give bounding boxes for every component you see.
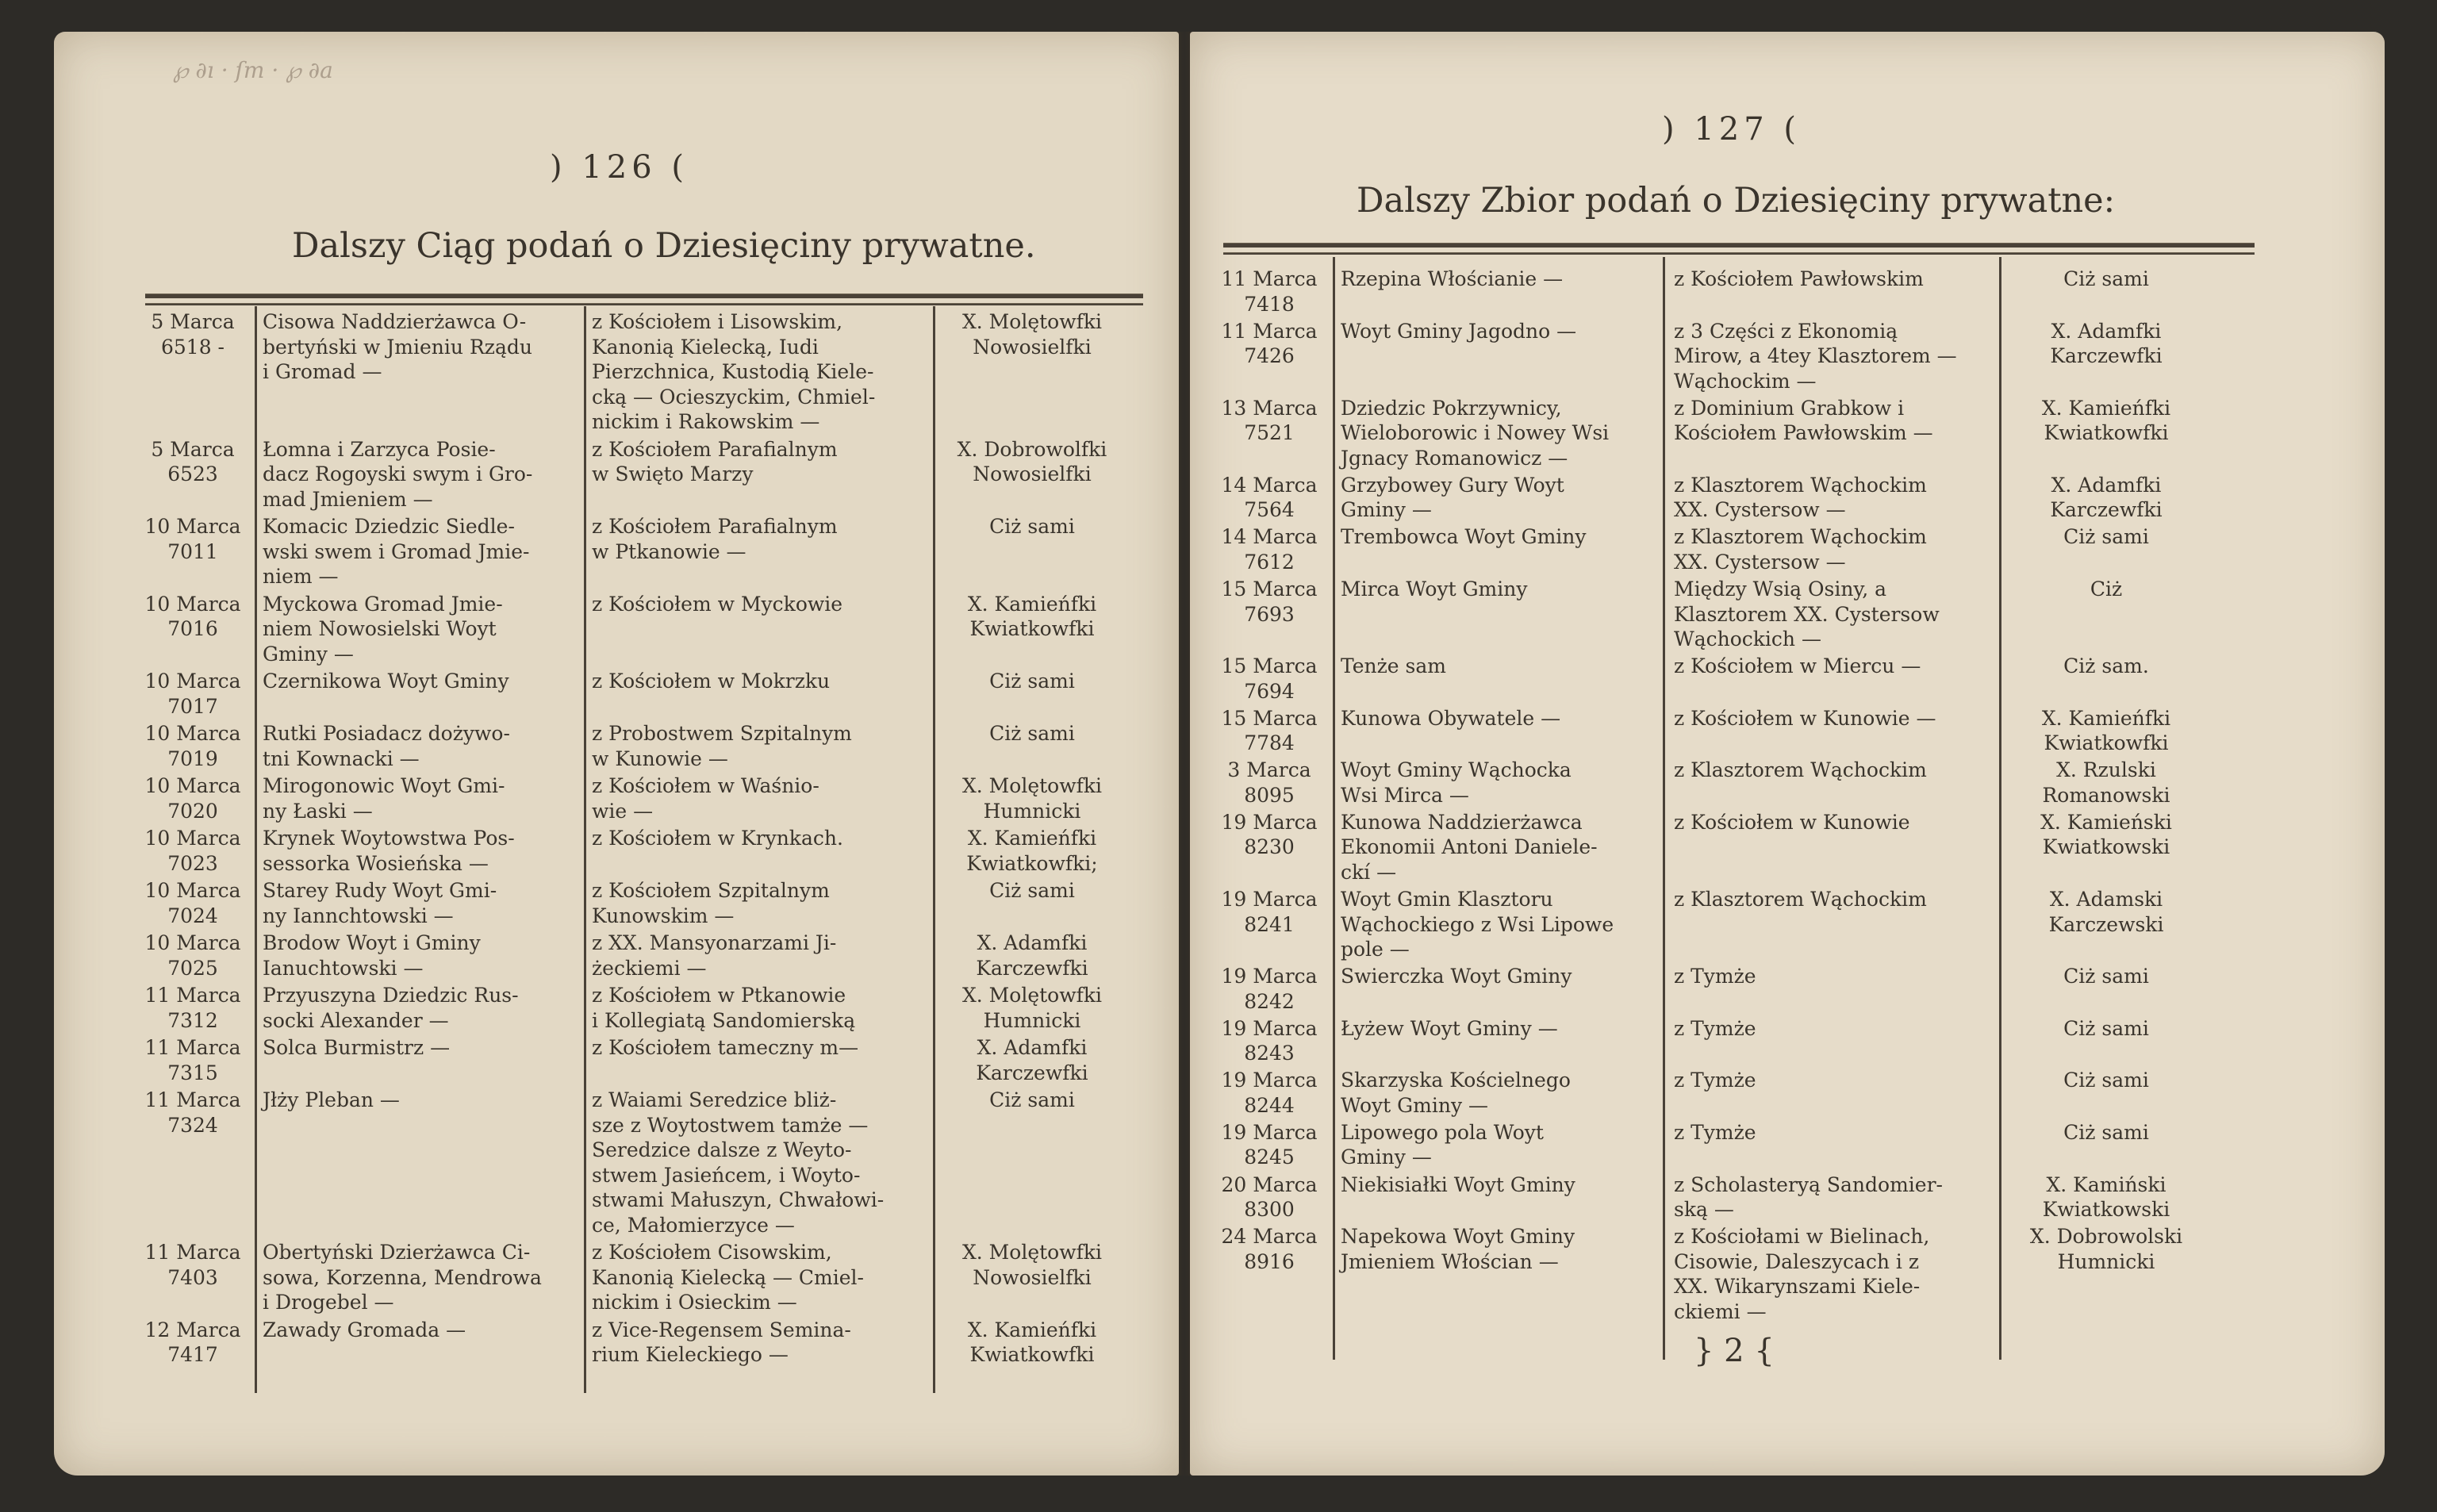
- column-rule-payer: [584, 306, 586, 1393]
- cell-recipient: z Kościołem w Miercu —: [1674, 654, 1921, 678]
- cell-recipient: z Kościołem w Mokrzku: [592, 670, 831, 693]
- cell-date: 10 Marca 7017: [144, 670, 241, 718]
- cell-payer: Woyt Gminy Jagodno —: [1341, 319, 1577, 343]
- cell-payer: Dziedzic Pokrzywnicy, Wieloborowic i Nowey Wsi Jgnacy Romanowicz —: [1341, 396, 1610, 470]
- cell-date: 5 Marca 6523: [151, 437, 235, 485]
- cell-payer: Zawady Gromada —: [263, 1318, 466, 1341]
- cell-payer: Mirogonowic Woyt Gmi- ny Łaski —: [263, 774, 505, 823]
- cell-payer: Mirca Woyt Gminy: [1341, 578, 1528, 601]
- cell-clergy: Ciż: [2090, 578, 2123, 601]
- cell-recipient: z Kościołem tameczny m—: [592, 1036, 859, 1059]
- cell-recipient: z Klasztorem Wąchockim: [1674, 888, 1927, 911]
- cell-payer: Brodow Woyt i Gminy Ianuchtowski —: [263, 931, 481, 980]
- cell-recipient: z Klasztorem Wąchockim XX. Cystersow —: [1674, 525, 1927, 574]
- cell-payer: Trembowca Woyt Gminy: [1341, 525, 1587, 549]
- handwritten-mark: ℘ ∂ı · ſm · ℘ ∂a: [173, 57, 333, 83]
- cell-recipient: z Kościołem w Ptkanowie i Kollegiatą Sandomierską: [592, 984, 856, 1032]
- cell-clergy: Ciż sami: [989, 879, 1075, 902]
- cell-clergy: X. Adamfki Karczewfki: [2050, 473, 2163, 522]
- cell-clergy: Ciż sami: [989, 515, 1075, 538]
- cell-payer: Woyt Gmin Klasztoru Wąchockiego z Wsi Lipowe pole —: [1341, 888, 1614, 961]
- cell-clergy: X. Adamfki Karczewfki: [976, 931, 1088, 980]
- cell-payer: Rzepina Włościanie —: [1341, 267, 1564, 290]
- cell-clergy: Ciż sami: [989, 670, 1075, 693]
- cell-clergy: X. Molętowfki Nowosielfki: [961, 1241, 1103, 1289]
- cell-clergy: Ciż sami: [2063, 1069, 2149, 1092]
- cell-date: 24 Marca 8916: [1221, 1225, 1318, 1273]
- cell-clergy: X. Molętowfki Nowosielfki: [961, 310, 1103, 359]
- cell-date: 10 Marca 7019: [144, 722, 241, 770]
- page-heading: Dalszy Zbior podań o Dziesięciny prywatne:: [1357, 181, 2116, 221]
- cell-clergy: X. Molętowfki Humnicki: [961, 774, 1103, 823]
- cell-recipient: z Klasztorem Wąchockim: [1674, 758, 1927, 782]
- cell-date: 15 Marca 7784: [1221, 706, 1318, 755]
- cell-recipient: z Tymże: [1674, 1016, 1756, 1040]
- cell-clergy: X. Kamieńfki Kwiatkowfki;: [966, 827, 1098, 875]
- cell-clergy: X. Kamieńfki Kwiatkowfki: [967, 1318, 1097, 1366]
- cell-clergy: X. Kamieńfki Kwiatkowfki: [967, 592, 1097, 640]
- cell-payer: Starey Rudy Woyt Gmi- ny Iannchtowski —: [263, 879, 497, 927]
- cell-date: 14 Marca 7612: [1221, 525, 1318, 574]
- left-page: [54, 32, 1179, 1476]
- cell-recipient: z Kościołem w Kunowie: [1674, 810, 1910, 834]
- cell-recipient: z Tymże: [1674, 965, 1756, 988]
- cell-clergy: X. Dobrowolski Humnicki: [2029, 1225, 2183, 1273]
- cell-recipient: z Kościołem w Krynkach.: [592, 827, 843, 850]
- cell-clergy: Ciż sami: [2063, 267, 2149, 290]
- cell-clergy: X. Adamski Karczewski: [2048, 888, 2164, 936]
- cell-clergy: Ciż sami: [989, 1088, 1075, 1111]
- cell-recipient: z Kościołem w Waśnio- wie —: [592, 774, 819, 823]
- cell-payer: Komacic Dziedzic Siedle- wski swem i Gromad Jmie- niem —: [263, 515, 530, 588]
- cell-recipient: z Kościołem Parafialnym w Ptkanowie —: [592, 515, 838, 563]
- cell-recipient: z Waiami Seredzice bliż- sze z Woytostwem tamże — Seredzice dalsze z Weyto- stwem Jasieńcem, i Woyto- stwami Małuszyn, Chwałowi- ce, Małomierzyce —: [592, 1088, 885, 1237]
- column-rule-recipient: [933, 306, 935, 1393]
- cell-payer: Lipowego pola Woyt Gminy —: [1341, 1120, 1544, 1169]
- cell-recipient: z Tymże: [1674, 1069, 1756, 1092]
- cell-payer: Przyuszyna Dziedzic Rus- socki Alexander —: [263, 984, 519, 1032]
- heading-rule-thin: [1223, 252, 2255, 255]
- cell-payer: Swierczka Woyt Gminy: [1341, 965, 1572, 988]
- heading-rule: [145, 294, 1143, 298]
- cell-recipient: z Kościołem i Lisowskim, Kanonią Kielecką, Iudi Pierzchnica, Kustodią Kiele- cką — Ocieszyckim, Chmiel- nickim i Rakowskim —: [592, 310, 876, 433]
- cell-date: 14 Marca 7564: [1221, 473, 1318, 522]
- cell-date: 11 Marca 7315: [144, 1036, 241, 1084]
- cell-date: 5 Marca 6518 -: [151, 310, 235, 359]
- column-rule-date: [255, 306, 257, 1393]
- cell-payer: Rutki Posiadacz dożywo- tni Kownacki —: [263, 722, 510, 770]
- cell-clergy: X. Kamieńfki Kwiatkowfki: [2041, 706, 2171, 755]
- cell-date: 10 Marca 7016: [144, 592, 241, 640]
- column-rule-date: [1333, 257, 1335, 1360]
- cell-clergy: X. Molętowfki Humnicki: [961, 984, 1103, 1032]
- heading-rule: [1223, 243, 2255, 248]
- cell-recipient: z Tymże: [1674, 1120, 1756, 1144]
- cell-clergy: X. Dobrowolfki Nowosielfki: [957, 437, 1107, 485]
- cell-recipient: z Probostwem Szpitalnym w Kunowie —: [592, 722, 852, 770]
- cell-clergy: X. Rzulski Romanowski: [2042, 758, 2170, 807]
- cell-date: 13 Marca 7521: [1221, 396, 1318, 445]
- cell-clergy: X. Adamfki Karczewfki: [2050, 319, 2163, 368]
- cell-payer: Obertyński Dzierżawca Ci- sowa, Korzenna, Mendrowa i Drogebel —: [263, 1241, 542, 1314]
- cell-clergy: Ciż sam.: [2063, 654, 2149, 678]
- cell-recipient: z Klasztorem Wąchockim XX. Cystersow —: [1674, 473, 1927, 522]
- cell-payer: Czernikowa Woyt Gminy: [263, 670, 509, 693]
- cell-payer: Krynek Woytowstwa Pos- sessorka Wosieńska —: [263, 827, 515, 875]
- cell-date: 11 Marca 7312: [144, 984, 241, 1032]
- cell-payer: Jłży Pleban —: [263, 1088, 400, 1111]
- cell-recipient: z Vice-Regensem Semina- rium Kieleckiego —: [592, 1318, 851, 1366]
- cell-clergy: Ciż sami: [2063, 1016, 2149, 1040]
- cell-recipient: z Kościołem Cisowskim, Kanonią Kielecką — Cmiel- nickim i Osieckim —: [592, 1241, 864, 1314]
- cell-clergy: Ciż sami: [2063, 525, 2149, 549]
- column-rule-payer: [1663, 257, 1665, 1360]
- cell-payer: Grzybowey Gury Woyt Gminy —: [1341, 473, 1564, 522]
- cell-recipient: Między Wsią Osiny, a Klasztorem XX. Cystersow Wąchockich —: [1674, 578, 1940, 650]
- cell-date: 10 Marca 7020: [144, 774, 241, 823]
- signature-mark: } 2 {: [1694, 1333, 1775, 1369]
- cell-payer: Kunowa Obywatele —: [1341, 706, 1561, 730]
- cell-date: 10 Marca 7023: [144, 827, 241, 875]
- cell-payer: Napekowa Woyt Gminy Jmieniem Włościan —: [1341, 1225, 1575, 1273]
- cell-date: 19 Marca 8242: [1221, 965, 1318, 1013]
- cell-payer: Woyt Gminy Wąchocka Wsi Mirca —: [1341, 758, 1572, 807]
- cell-payer: Łyżew Woyt Gminy —: [1341, 1016, 1558, 1040]
- cell-clergy: X. Kamieńfki Kwiatkowfki: [2041, 396, 2171, 445]
- cell-date: 11 Marca 7324: [144, 1088, 241, 1137]
- cell-clergy: X. Adamfki Karczewfki: [976, 1036, 1088, 1084]
- cell-clergy: X. Kamiński Kwiatkowski: [2042, 1172, 2170, 1221]
- cell-recipient: z Kościołem Pawłowskim: [1674, 267, 1924, 290]
- cell-payer: Myckowa Gromad Jmie- niem Nowosielski Woyt Gminy —: [263, 592, 503, 666]
- cell-recipient: z 3 Części z Ekonomią Mirow, a 4tey Klasztorem — Wąchockim —: [1674, 319, 1957, 393]
- cell-date: 19 Marca 8244: [1221, 1069, 1318, 1117]
- cell-date: 19 Marca 8245: [1221, 1120, 1318, 1169]
- cell-recipient: z Kościołami w Bielinach, Cisowie, Daleszycach i z XX. Wikarynszami Kiele- ckiemi —: [1674, 1225, 1930, 1323]
- cell-payer: Cisowa Naddzierżawca O- bertyński w Jmieniu Rządu i Gromad —: [263, 310, 532, 383]
- cell-date: 15 Marca 7694: [1221, 654, 1318, 703]
- cell-recipient: z Scholasteryą Sandomier- ską —: [1674, 1172, 1943, 1221]
- cell-date: 11 Marca 7403: [144, 1241, 241, 1289]
- cell-date: 11 Marca 7418: [1221, 267, 1318, 316]
- cell-date: 11 Marca 7426: [1221, 319, 1318, 368]
- cell-payer: Solca Burmistrz —: [263, 1036, 451, 1059]
- cell-recipient: z Kościołem w Myckowie: [592, 592, 843, 616]
- cell-clergy: Ciż sami: [989, 722, 1075, 745]
- page-number: ) 127 (: [1662, 111, 1801, 148]
- cell-recipient: z XX. Mansyonarzami Ji- żeckiemi —: [592, 931, 837, 980]
- cell-payer: Tenże sam: [1341, 654, 1446, 678]
- cell-recipient: z Kościołem Parafialnym w Swięto Marzy: [592, 437, 838, 485]
- cell-clergy: Ciż sami: [2063, 1120, 2149, 1144]
- cell-date: 12 Marca 7417: [144, 1318, 241, 1366]
- cell-payer: Łomna i Zarzyca Posie- dacz Rogoyski swym i Gro- mad Jmieniem —: [263, 437, 533, 511]
- cell-date: 10 Marca 7011: [144, 515, 241, 563]
- cell-payer: Kunowa Naddzierżawca Ekonomii Antoni Daniele- ckí —: [1341, 810, 1598, 884]
- cell-date: 3 Marca 8095: [1227, 758, 1311, 807]
- cell-recipient: z Dominium Grabkow i Kościołem Pawłowskim —: [1674, 396, 1933, 445]
- cell-date: 19 Marca 8230: [1221, 810, 1318, 859]
- heading-rule-thin: [145, 303, 1143, 305]
- cell-clergy: Ciż sami: [2063, 965, 2149, 988]
- column-rule-recipient: [1999, 257, 2001, 1360]
- page-heading: Dalszy Ciąg podań o Dziesięciny prywatne.: [292, 226, 1036, 266]
- cell-date: 10 Marca 7025: [144, 931, 241, 980]
- cell-date: 10 Marca 7024: [144, 879, 241, 927]
- page-number: ) 126 (: [550, 149, 689, 186]
- cell-recipient: z Kościołem Szpitalnym Kunowskim —: [592, 879, 830, 927]
- cell-date: 20 Marca 8300: [1221, 1172, 1318, 1221]
- right-page: [1190, 32, 2385, 1476]
- cell-date: 15 Marca 7693: [1221, 578, 1318, 626]
- cell-payer: Niekisiałki Woyt Gminy: [1341, 1172, 1575, 1196]
- cell-payer: Skarzyska Kościelnego Woyt Gminy —: [1341, 1069, 1571, 1117]
- cell-clergy: X. Kamieński Kwiatkowski: [2040, 810, 2172, 859]
- cell-recipient: z Kościołem w Kunowie —: [1674, 706, 1936, 730]
- cell-date: 19 Marca 8243: [1221, 1016, 1318, 1065]
- cell-date: 19 Marca 8241: [1221, 888, 1318, 936]
